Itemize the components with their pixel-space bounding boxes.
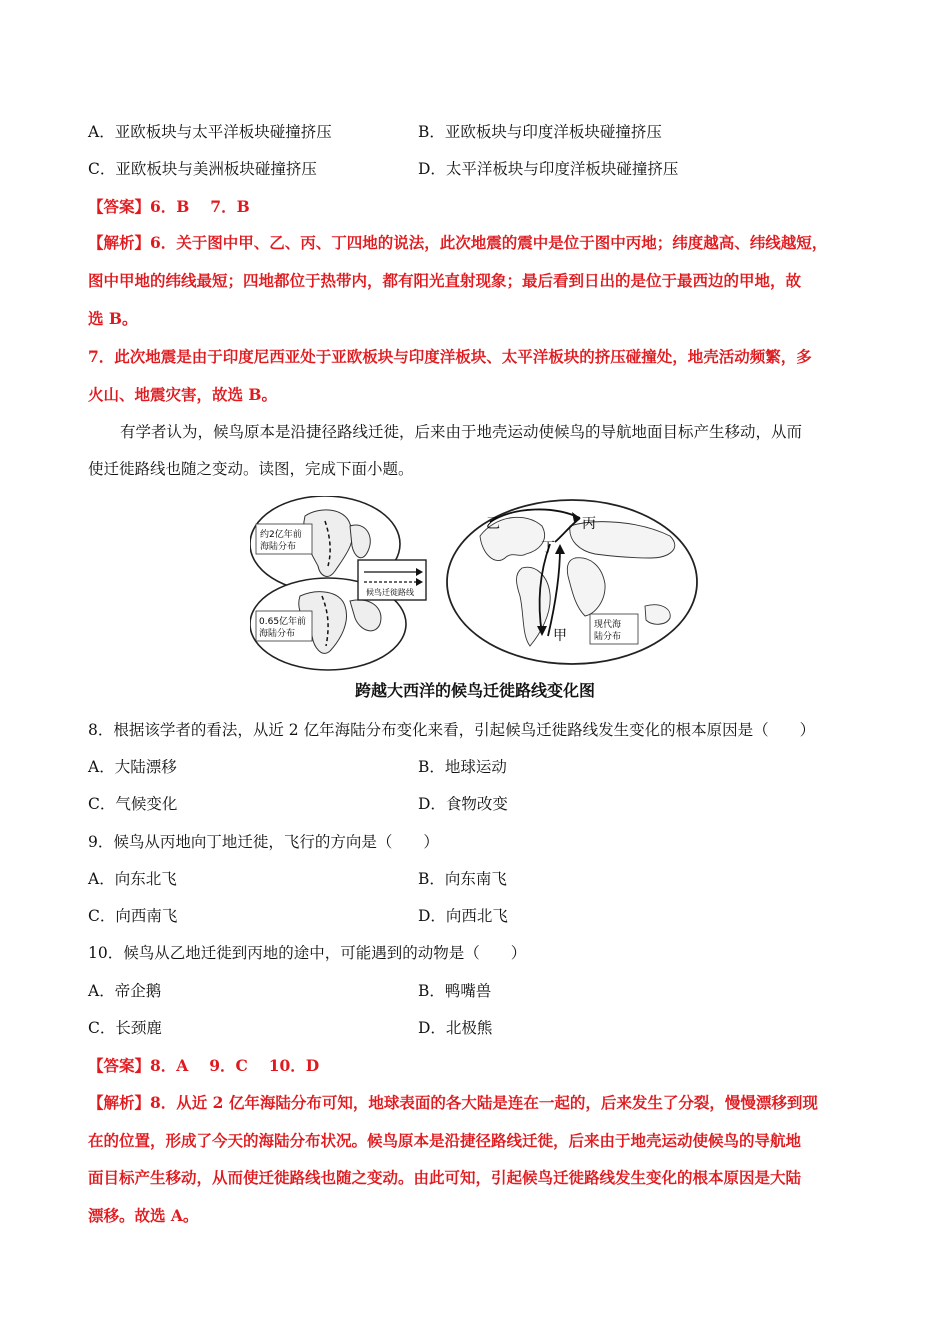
analysis-line: 【解析】6．关于图中甲、乙、丙、丁四地的说法，此次地震的震中是位于图中丙地；纬度越高、纬线越短， <box>88 233 828 252</box>
q10-option-c: C．长颈鹿 <box>88 1019 162 1037</box>
q9-option-b: B．向东南飞 <box>418 870 507 888</box>
analysis-line: 7．此次地震是由于印度尼西亚处于亚欧板块与印度洋板块、太平洋板块的挤压碰撞处，地壳活动频繁，多 <box>88 347 812 366</box>
question-8: 8．根据该学者的看法，从近 2 亿年海陆分布变化来看，引起候鸟迁徙路线发生变化的根本原因是（ ） <box>88 721 816 739</box>
option-d: D．太平洋板块与印度洋板块碰撞挤压 <box>418 160 679 178</box>
question-9: 9．候鸟从丙地向丁地迁徙，飞行的方向是（ ） <box>88 833 439 851</box>
option-b: B．亚欧板块与印度洋板块碰撞挤压 <box>418 123 662 141</box>
q9-option-c: C．向西南飞 <box>88 907 178 925</box>
analysis-line: 火山、地震灾害，故选 B。 <box>88 385 277 404</box>
q9-option-a: A．向东北飞 <box>88 870 177 888</box>
intro-paragraph: 使迁徙路线也随之变动。读图，完成下面小题。 <box>88 460 414 478</box>
q8-option-b: B．地球运动 <box>418 758 507 776</box>
analysis-line: 漂移。故选 A。 <box>88 1206 199 1225</box>
answer-block-1: 【答案】6．B 7．B <box>88 197 250 216</box>
q8-option-a: A．大陆漂移 <box>88 758 177 776</box>
q8-option-c: C．气候变化 <box>88 795 178 813</box>
figure-caption: 跨越大西洋的候鸟迁徙路线变化图 <box>354 681 595 700</box>
modern-label: 现代海 <box>594 620 622 630</box>
q10-option-d: D．北极熊 <box>418 1019 493 1037</box>
analysis-line: 在的位置，形成了今天的海陆分布状况。候鸟原本是沿捷径路线迁徙，后来由于地壳运动使候鸟的导航地 <box>88 1131 802 1150</box>
option-c: C．亚欧板块与美洲板块碰撞挤压 <box>88 160 317 178</box>
q10-option-b: B．鸭嘴兽 <box>418 982 492 1000</box>
q10-option-a: A．帝企鹅 <box>88 982 162 1000</box>
question-10: 10．候鸟从乙地迁徙到丙地的途中，可能遇到的动物是（ ） <box>88 944 527 962</box>
q8-option-d: D．食物改变 <box>418 795 508 813</box>
option-a: A．亚欧板块与太平洋板块碰撞挤压 <box>88 123 332 141</box>
q9-option-d: D．向西北飞 <box>418 907 508 925</box>
place-jia: 甲 <box>553 628 567 644</box>
migration-map-figure <box>250 496 700 674</box>
place-bing: 丙 <box>582 516 596 532</box>
modern-label-b: 陆分布 <box>594 632 622 642</box>
place-ding: 丁 <box>541 540 555 556</box>
analysis-line: 图中甲地的纬线最短；四地都位于热带内，都有阳光直射现象；最后看到日出的是位于最西边的甲地，故 <box>88 271 802 290</box>
legend-label: 候鸟迁徙路线 <box>366 588 414 597</box>
analysis-line: 选 B。 <box>88 309 138 328</box>
label-065: 0.65亿年前 <box>259 617 307 627</box>
analysis-line: 面目标产生移动，从而使迁徙路线也随之变动。由此可知，引起候鸟迁徙路线发生变化的根本原因是大陆 <box>88 1168 802 1187</box>
place-yi: 乙 <box>486 516 500 532</box>
label-065b: 海陆分布 <box>259 629 296 639</box>
intro-paragraph: 有学者认为，候鸟原本是沿捷径路线迁徙，后来由于地壳运动使候鸟的导航地面目标产生移动，从而 <box>120 423 803 441</box>
answer-block-2: 【答案】8．A 9．C 10．D <box>88 1056 320 1075</box>
label-200b: 海陆分布 <box>260 542 297 552</box>
label-200: 约2亿年前 <box>260 530 302 540</box>
analysis-line: 【解析】8．从近 2 亿年海陆分布可知，地球表面的各大陆是连在一起的，后来发生了分裂，慢慢漂移到现 <box>88 1093 818 1112</box>
